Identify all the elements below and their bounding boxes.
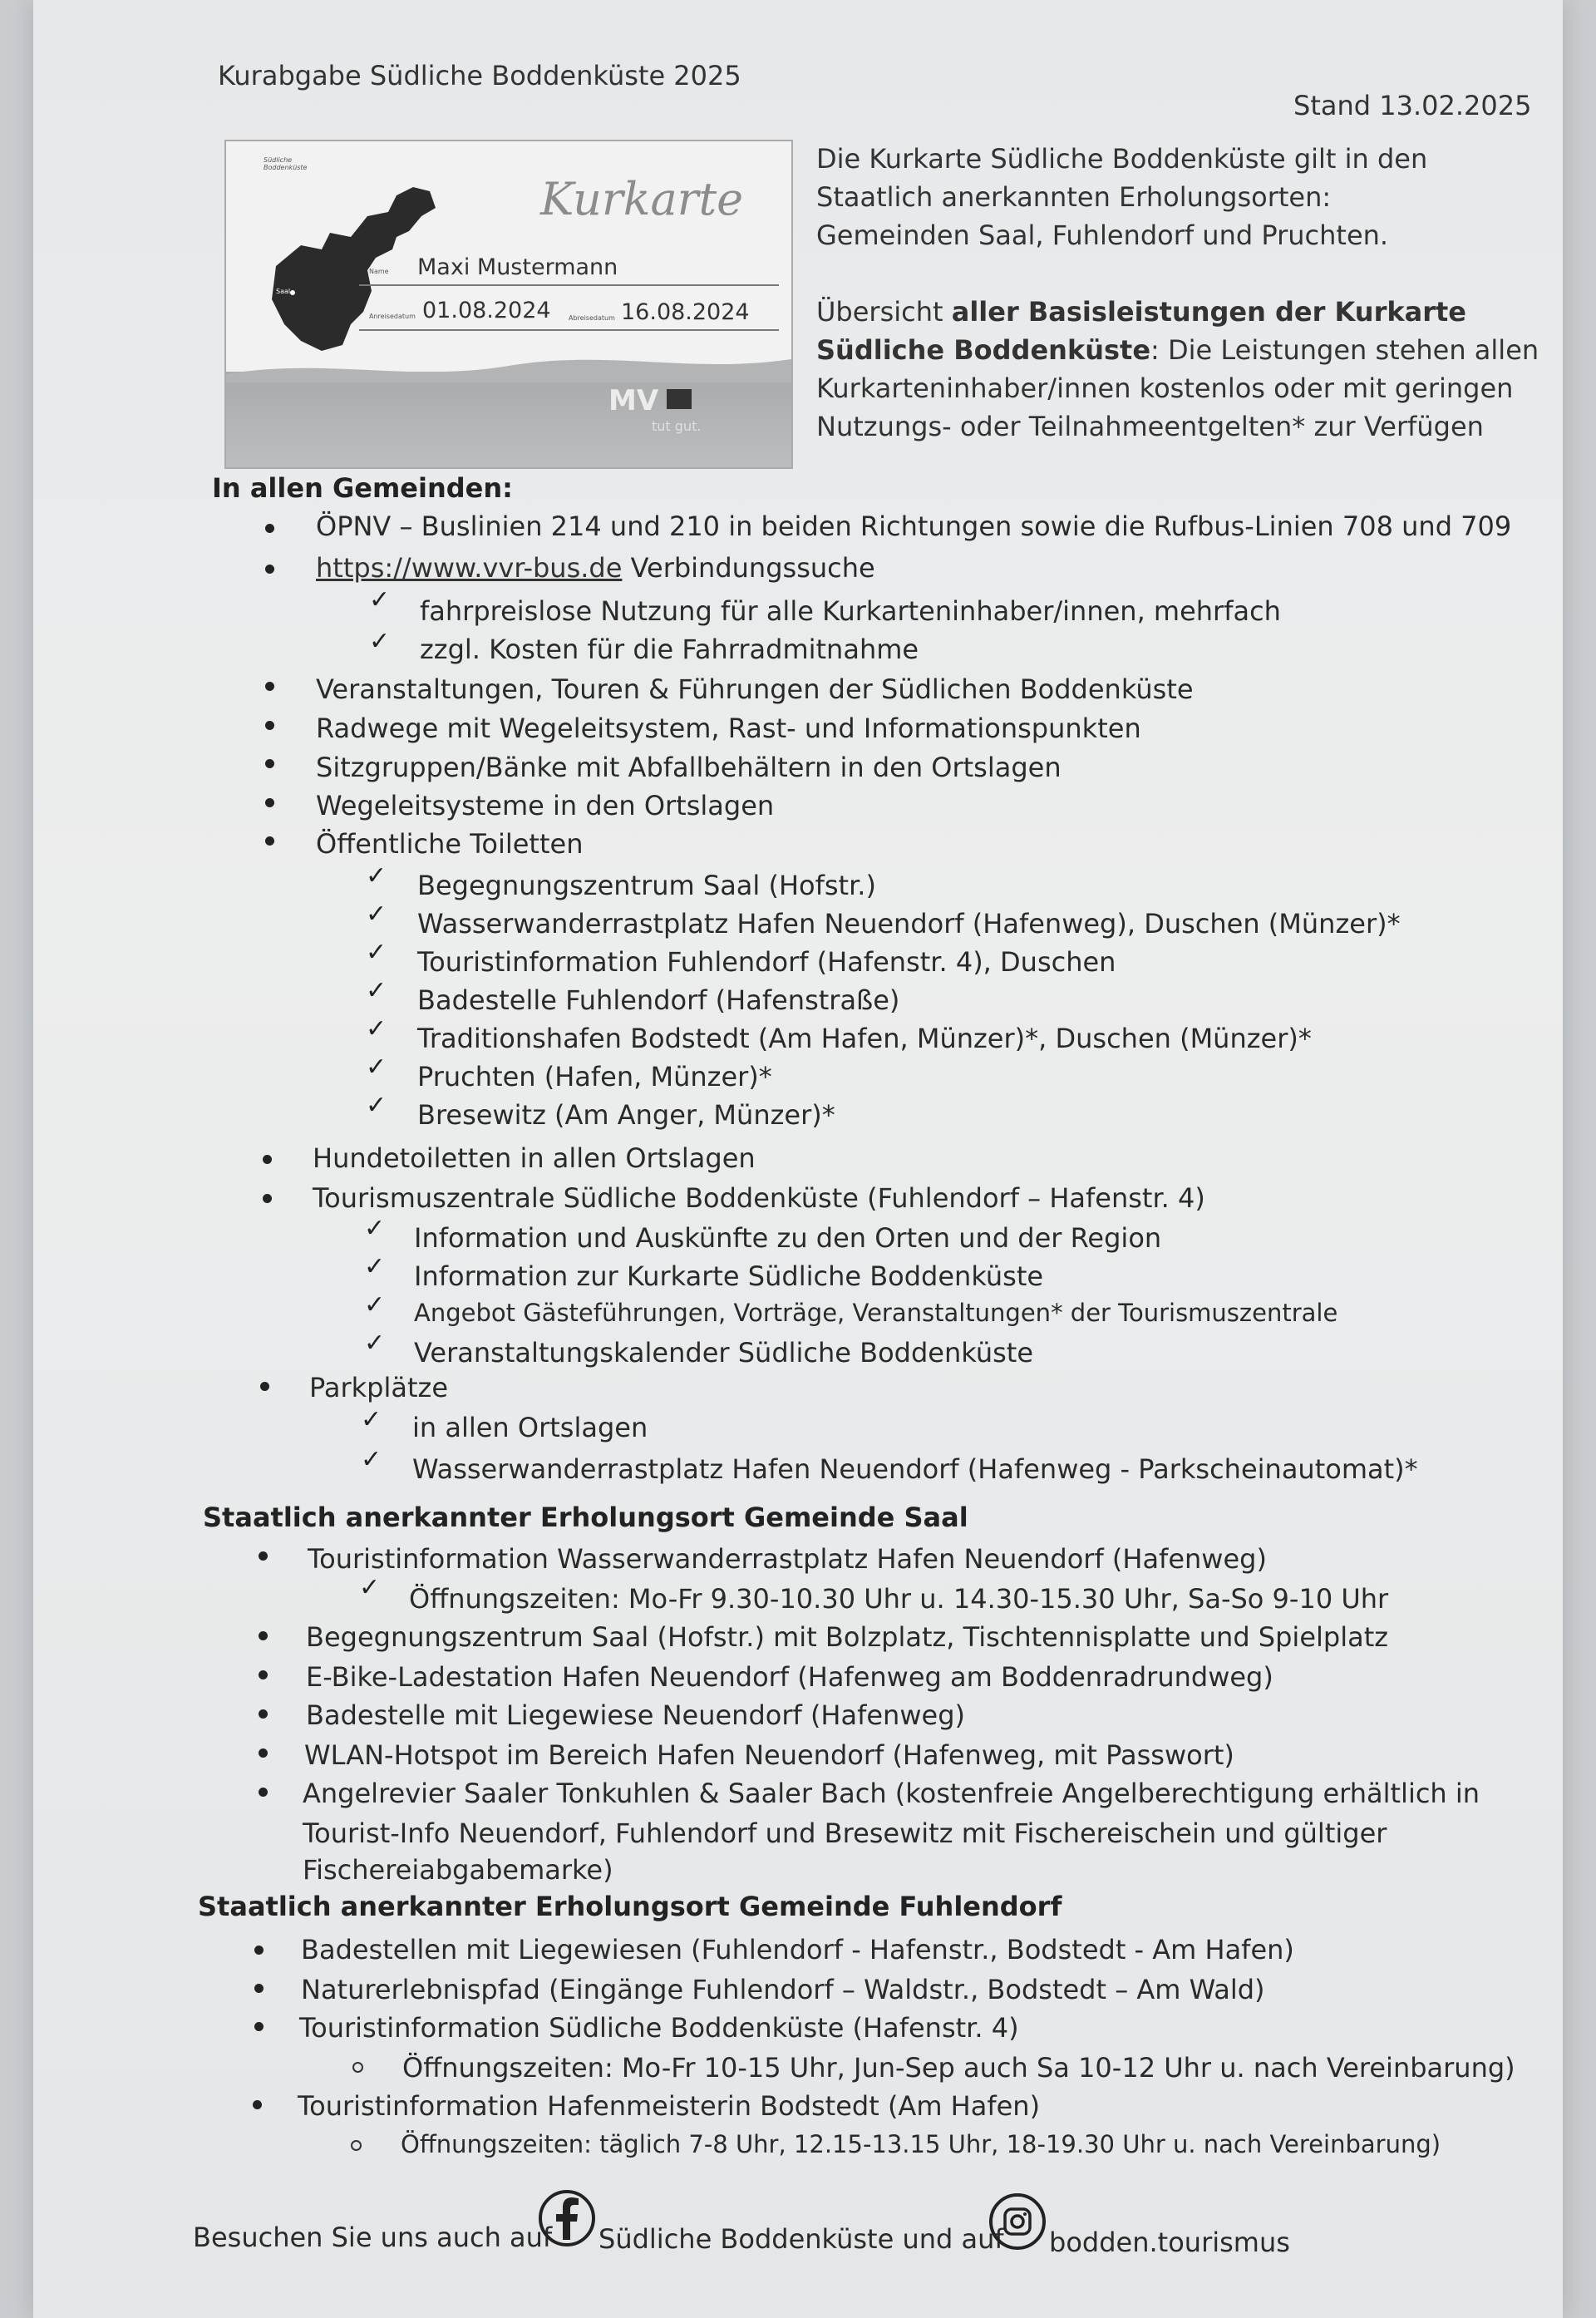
list-item: Parkplätze bbox=[309, 1372, 448, 1403]
document-page bbox=[33, 0, 1563, 2318]
footer-text-2: Südliche Boddenküste und auf bbox=[598, 2223, 1004, 2255]
check-icon: ✓ bbox=[361, 1405, 382, 1434]
list-item: Begegnungszentrum Saal (Hofstr.) mit Bolzplatz, Tischtennisplatte und Spielplatz bbox=[306, 1621, 1389, 1653]
check-icon: ✓ bbox=[364, 1252, 386, 1281]
list-item: Tourist-Info Neuendorf, Fuhlendorf und Bresewitz mit Fischereischein und gültiger bbox=[303, 1817, 1387, 1849]
check-icon: ✓ bbox=[366, 861, 387, 890]
check-icon: ✓ bbox=[364, 1329, 386, 1358]
list-item: Öffnungszeiten: Mo-Fr 10-15 Uhr, Jun-Sep auch Sa 10-12 Uhr u. nach Vereinbarung) bbox=[402, 2052, 1515, 2084]
list-item: Wegeleitsysteme in den Ortslagen bbox=[316, 790, 775, 821]
list-item: Touristinformation Fuhlendorf (Hafenstr. 4), Duschen bbox=[417, 946, 1116, 978]
instagram-icon[interactable] bbox=[988, 2192, 1047, 2251]
document-date: Stand 13.02.2025 bbox=[1293, 90, 1532, 121]
list-item: WLAN-Hotspot im Bereich Hafen Neuendorf (Hafenweg, mit Passwort) bbox=[304, 1739, 1234, 1771]
footer-text-3: bodden.tourismus bbox=[1049, 2227, 1290, 2258]
vvr-bus-link[interactable]: https://www.vvr-bus.de bbox=[316, 552, 623, 584]
check-icon: ✓ bbox=[364, 1214, 386, 1243]
list-item: https://www.vvr-bus.de Verbindungssuche bbox=[316, 552, 875, 584]
check-icon: ✓ bbox=[366, 976, 387, 1005]
check-icon: ✓ bbox=[366, 1014, 387, 1043]
list-item: E-Bike-Ladestation Hafen Neuendorf (Hafenweg am Boddenradrundweg) bbox=[306, 1661, 1273, 1693]
check-icon: ✓ bbox=[366, 1053, 387, 1082]
list-item: Öffnungszeiten: täglich 7-8 Uhr, 12.15-13.15 Uhr, 18-19.30 Uhr u. nach Vereinbarung) bbox=[401, 2130, 1441, 2158]
intro-paragraph-2: Übersicht aller Basisleistungen der Kurkarte Südliche Boddenküste: Die Leistungen stehen allen Kurkarteninhaber/innen kostenlos oder mit geringen Nutzungs- oder Teilnahmeentgelten* zur Verfügen bbox=[816, 296, 1539, 442]
card-title: Kurkarte bbox=[540, 173, 744, 225]
list-item: Tourismuszentrale Südliche Boddenküste (Fuhlendorf – Hafenstr. 4) bbox=[313, 1182, 1205, 1214]
footer-text-1: Besuchen Sie uns auch auf bbox=[193, 2222, 553, 2253]
card-name: Maxi Mustermann bbox=[417, 254, 618, 280]
list-item: Naturerlebnispfad (Eingänge Fuhlendorf – Waldstr., Bodstedt – Am Wald) bbox=[301, 1974, 1265, 2005]
list-item: Touristinformation Hafenmeisterin Bodstedt (Am Hafen) bbox=[298, 2090, 1041, 2122]
card-name-label: Name bbox=[369, 268, 389, 275]
list-item: Bresewitz (Am Anger, Münzer)* bbox=[417, 1099, 835, 1131]
card-region-label: Südliche Boddenküste bbox=[264, 156, 308, 171]
list-item: Radwege mit Wegeleitsystem, Rast- und Informationspunkten bbox=[316, 713, 1141, 744]
list-item: Information zur Kurkarte Südliche Boddenküste bbox=[414, 1260, 1044, 1292]
list-item: Information und Auskünfte zu den Orten und der Region bbox=[414, 1222, 1162, 1254]
check-icon: ✓ bbox=[369, 627, 391, 656]
list-item: Veranstaltungen, Touren & Führungen der Südlichen Boddenküste bbox=[316, 673, 1194, 705]
card-departure-label: Abreisedatum bbox=[569, 314, 615, 322]
document-title: Kurabgabe Südliche Boddenküste 2025 bbox=[218, 60, 741, 91]
card-arrival-label: Anreisedatum bbox=[369, 313, 416, 320]
list-item: zzgl. Kosten für die Fahrradmitnahme bbox=[420, 634, 919, 665]
card-arrival: 01.08.2024 bbox=[422, 298, 551, 323]
kurkarte-image bbox=[224, 140, 793, 469]
check-icon: ✓ bbox=[366, 938, 387, 967]
section-heading-fuhlendorf: Staatlich anerkannter Erholungsort Gemeinde Fuhlendorf bbox=[198, 1891, 1062, 1922]
card-departure: 16.08.2024 bbox=[621, 299, 750, 325]
list-item: Touristinformation Wasserwanderrastplatz Hafen Neuendorf (Hafenweg) bbox=[308, 1543, 1267, 1575]
list-item: Wasserwanderrastplatz Hafen Neuendorf (Hafenweg), Duschen (Münzer)* bbox=[417, 908, 1401, 940]
list-item: Öffnungszeiten: Mo-Fr 9.30-10.30 Uhr u. 14.30-15.30 Uhr, Sa-So 9-10 Uhr bbox=[409, 1583, 1389, 1615]
list-item: fahrpreislose Nutzung für alle Kurkarteninhaber/innen, mehrfach bbox=[420, 595, 1281, 627]
list-item: Öffentliche Toiletten bbox=[316, 828, 584, 860]
mv-logo-mark bbox=[667, 389, 692, 409]
list-item: Badestellen mit Liegewiesen (Fuhlendorf - Hafenstr., Bodstedt - Am Hafen) bbox=[301, 1934, 1294, 1965]
check-icon: ✓ bbox=[366, 900, 387, 929]
facebook-icon[interactable] bbox=[537, 2188, 597, 2248]
section-heading-saal: Staatlich anerkannter Erholungsort Gemeinde Saal bbox=[203, 1502, 968, 1533]
list-item: Badestelle mit Liegewiese Neuendorf (Hafenweg) bbox=[306, 1699, 965, 1731]
list-item: Angebot Gästeführungen, Vorträge, Veranstaltungen* der Tourismuszentrale bbox=[414, 1299, 1338, 1327]
list-item: Wasserwanderrastplatz Hafen Neuendorf (Hafenweg - Parkscheinautomat)* bbox=[412, 1453, 1418, 1485]
card-footer-band bbox=[226, 372, 791, 467]
list-item: Angelrevier Saaler Tonkuhlen & Saaler Bach (kostenfreie Angelberechtigung erhältlich in bbox=[303, 1778, 1480, 1809]
list-item: ÖPNV – Buslinien 214 und 210 in beiden Richtungen sowie die Rufbus-Linien 708 und 709 bbox=[316, 510, 1512, 542]
list-item: Veranstaltungskalender Südliche Boddenküste bbox=[414, 1337, 1033, 1369]
mv-logo: MV bbox=[608, 384, 659, 417]
check-icon: ✓ bbox=[359, 1573, 381, 1602]
check-icon: ✓ bbox=[369, 585, 391, 614]
check-icon: ✓ bbox=[364, 1290, 386, 1319]
list-item: Fischereiabgabemarke) bbox=[303, 1854, 613, 1886]
check-icon: ✓ bbox=[361, 1445, 382, 1474]
section-heading-all: In allen Gemeinden: bbox=[212, 472, 513, 504]
list-item: Hundetoiletten in allen Ortslagen bbox=[313, 1142, 756, 1174]
card-saal-label: Saal bbox=[276, 288, 291, 295]
list-item: Begegnungszentrum Saal (Hofstr.) bbox=[417, 870, 876, 901]
list-item: in allen Ortslagen bbox=[412, 1412, 648, 1443]
list-item: Traditionshafen Bodstedt (Am Hafen, Münzer)*, Duschen (Münzer)* bbox=[417, 1023, 1312, 1054]
list-item: Touristinformation Südliche Boddenküste (Hafenstr. 4) bbox=[299, 2012, 1019, 2044]
list-item: Badestelle Fuhlendorf (Hafenstraße) bbox=[417, 984, 900, 1016]
mv-logo-sub: tut gut. bbox=[652, 418, 702, 434]
check-icon: ✓ bbox=[366, 1091, 387, 1120]
list-item: Pruchten (Hafen, Münzer)* bbox=[417, 1061, 772, 1092]
list-item: Sitzgruppen/Bänke mit Abfallbehältern in den Ortslagen bbox=[316, 752, 1062, 783]
intro-paragraph-1: Die Kurkarte Südliche Boddenküste gilt in den Staatlich anerkannten Erholungsorten: Gemeinden Saal, Fuhlendorf und Pruchten. bbox=[816, 143, 1428, 251]
